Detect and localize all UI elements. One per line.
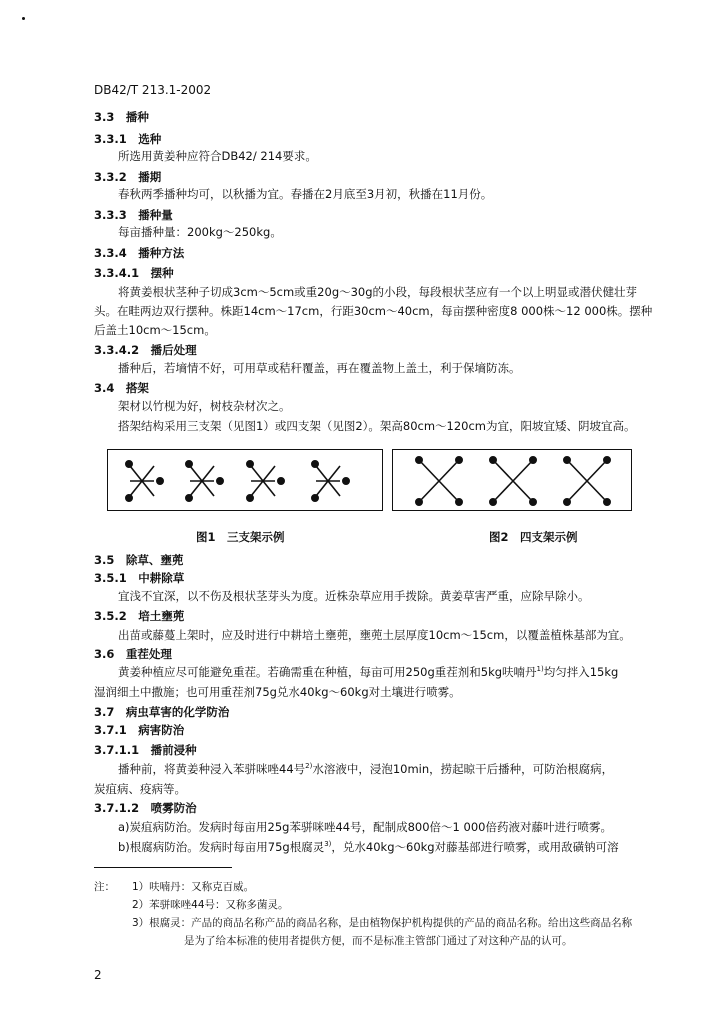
heading-3-3: 3.3 播种 bbox=[94, 110, 149, 124]
heading-3-3-4-1: 3.3.4.1 摆种 bbox=[94, 266, 174, 280]
paragraph: 黄姜种植应尽可能避免重茬。若确需重在种植，每亩可用250g重茬剂和5kg呋喃丹$^{1)}$均匀拌入15kg bbox=[118, 665, 619, 679]
footnote-1: 1）呋喃丹：又称克百威。 bbox=[132, 881, 255, 893]
figure-1-three-pole-diagram bbox=[107, 449, 383, 511]
paragraph: 湿润细土中撒施；也可用重茬剂75g兑水40kg～60kg对土壤进行喷雾。 bbox=[94, 685, 461, 699]
heading-3-3-3: 3.3.3 播种量 bbox=[94, 208, 173, 222]
doc-code: DB42/T 213.1-2002 bbox=[94, 83, 212, 97]
footnote-ref: 1) bbox=[536, 665, 544, 674]
paragraph: 所选用黄姜种应符合DB42/ 214要求。 bbox=[118, 149, 317, 163]
heading-3-5-2: 3.5.2 培土壅蔸 bbox=[94, 609, 185, 623]
paragraph: 炭疽病、疫病等。 bbox=[94, 782, 186, 796]
heading-3-7: 3.7 病虫草害的化学防治 bbox=[94, 705, 230, 719]
margin-dot bbox=[22, 17, 25, 20]
figure-2-four-pole-diagram bbox=[392, 449, 632, 511]
footnote-ref: 2) bbox=[305, 762, 313, 771]
heading-3-3-4: 3.3.4 播种方法 bbox=[94, 246, 185, 260]
paragraph: 宜浅不宜深，以不伤及根状茎芽头为度。近株杂草应用手拨除。黄姜草害严重，应除早除小。 bbox=[118, 589, 590, 603]
footnote-ref: 3) bbox=[324, 840, 332, 849]
heading-3-7-1-2: 3.7.1.2 喷雾防治 bbox=[94, 801, 197, 815]
paragraph: 出苗或藤蔓上架时，应及时进行中耕培土壅蔸，壅蔸土层厚度10cm～15cm，以覆盖植株基部为宜。 bbox=[118, 628, 631, 642]
figure-1-caption: 图1 三支架示例 bbox=[196, 530, 285, 544]
paragraph: 后盖土10cm～15cm。 bbox=[94, 323, 216, 337]
paragraph: 搭架结构采用三支架（见图1）或四支架（见图2）。架高80cm～120cm为宜，阳坡宜矮、阴坡宜高。 bbox=[118, 419, 636, 433]
paragraph: 架材以竹枧为好，树枝杂材次之。 bbox=[118, 399, 291, 413]
paragraph: 将黄姜根状茎种子切成3cm～5cm或重20g～30g的小段，每段根状茎应有一个以上明显或潜伏健壮芽 bbox=[118, 285, 638, 299]
paragraph: 播种前，将黄姜种浸入苯骈咪唑44号$^{2)}$水溶液中，浸泡10min，捞起晾干后播种，可防治根腐病， bbox=[118, 762, 614, 776]
paragraph: 每亩播种量：200kg～250kg。 bbox=[118, 225, 282, 239]
heading-3-7-1: 3.7.1 病害防治 bbox=[94, 723, 185, 737]
paragraph: a)炭疽病防治。发病时每亩用25g苯骈咪唑44号，配制成800倍～1 000倍药液对藤叶进行喷雾。 bbox=[118, 820, 612, 834]
footnote-label: 注： bbox=[94, 881, 115, 893]
heading-3-3-1: 3.3.1 选种 bbox=[94, 132, 162, 146]
paragraph: b)根腐病防治。发病时每亩用75g根腐灵$^{3)}$，兑水40kg～60kg对藤基部进行喷雾，或用敌磺钠可溶 bbox=[118, 840, 619, 854]
footnote-3: 3）根腐灵：产品的商品名称产品的商品名称，是由植物保护机构提供的产品的商品名称。给出这些商品名称 bbox=[132, 917, 633, 929]
figure-2-caption: 图2 四支架示例 bbox=[489, 530, 578, 544]
paragraph: 头。在畦两边双行摆种。株距14cm～17cm，行距30cm～40cm，每亩摆种密度8 000株～12 000株。摆种 bbox=[94, 304, 653, 318]
footnote-3-continued: 是为了给本标准的使用者提供方便，而不是标准主管部门通过了对这种产品的认可。 bbox=[184, 935, 573, 947]
footnote-2: 2）苯骈咪唑44号：又称多菌灵。 bbox=[132, 899, 289, 911]
heading-3-3-4-2: 3.3.4.2 播后处理 bbox=[94, 343, 197, 357]
heading-3-3-2: 3.3.2 播期 bbox=[94, 170, 162, 184]
heading-3-5-1: 3.5.1 中耕除草 bbox=[94, 571, 185, 585]
paragraph: 春秋两季播种均可，以秋播为宜。春播在2月底至3月初，秋播在11月份。 bbox=[118, 187, 493, 201]
footnote-divider bbox=[94, 867, 232, 868]
heading-3-5: 3.5 除草、壅蔸 bbox=[94, 553, 184, 567]
heading-3-7-1-1: 3.7.1.1 播前浸种 bbox=[94, 743, 197, 757]
heading-3-4: 3.4 搭架 bbox=[94, 381, 149, 395]
page-number: 2 bbox=[94, 968, 102, 982]
heading-3-6: 3.6 重茬处理 bbox=[94, 647, 172, 661]
paragraph: 播种后，若墒情不好，可用草或秸秆覆盖，再在覆盖物上盖土，利于保墒防冻。 bbox=[118, 361, 521, 375]
